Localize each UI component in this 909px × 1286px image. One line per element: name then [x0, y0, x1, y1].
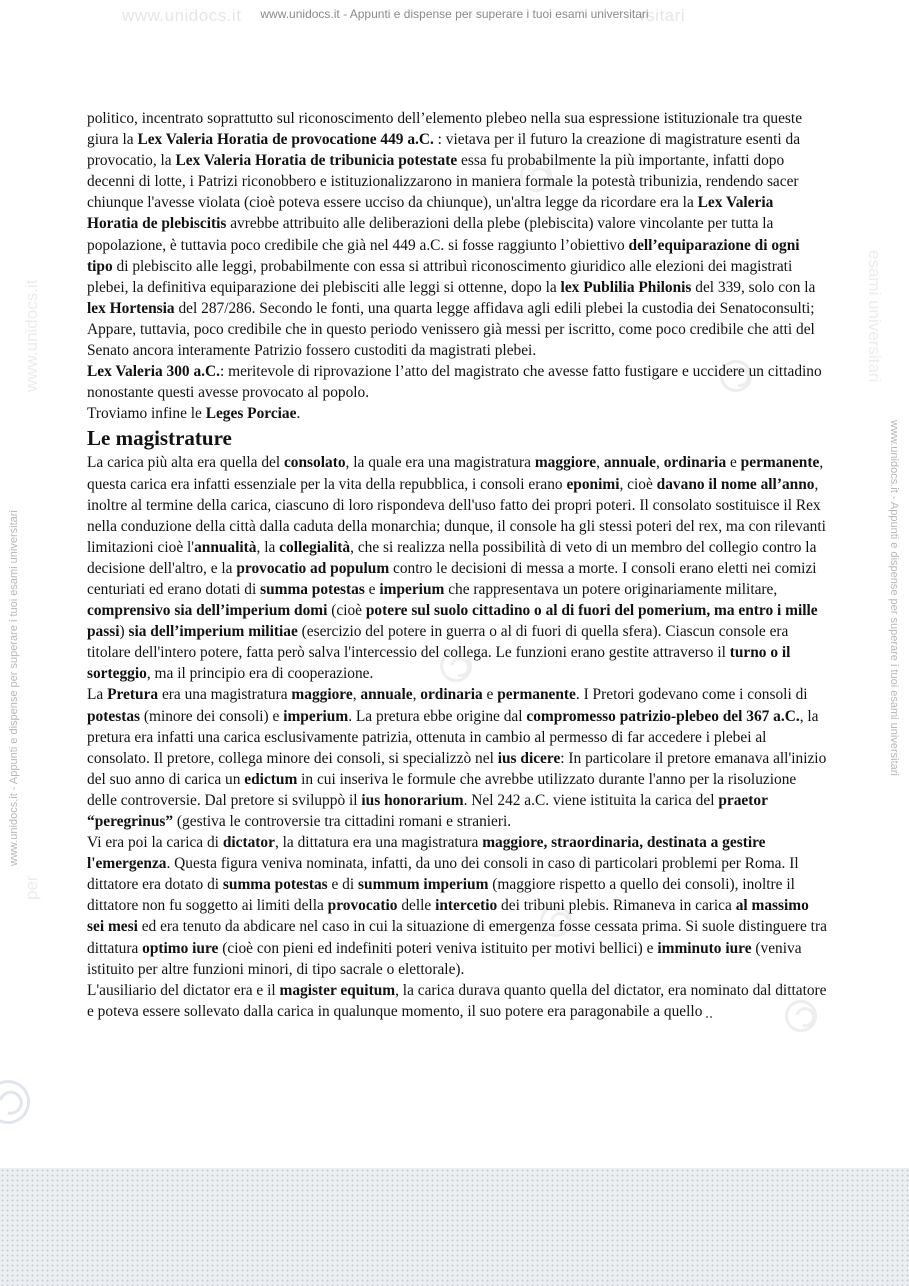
watermark-ghost-side: www.unidocs.it — [22, 279, 41, 392]
watermark-banner — [0, 2, 909, 24]
paragraph-leges-porciae: Troviamo infine le Leges Porciae. — [87, 405, 301, 423]
watermark-ghost-side: per — [22, 875, 41, 900]
paragraph-magister-equitum: L'ausiliario del dictator era e il magister equitum, la carica durava quanto quella del dictator, era nominato dal dittatore e poteva essere sollevato dalla carica in qualunque momento, il suo potere era paragonabile a quello — [87, 981, 827, 1020]
watermark-top-text: www.unidocs.it - Appunti e dispense per superare i tuoi esami universitari — [260, 7, 649, 21]
document-body — [87, 108, 827, 1022]
watermark-ghost-side: esami universitari — [865, 250, 884, 383]
truncation-mark — [706, 1006, 712, 1018]
paragraph-lex-valeria: Lex Valeria 300 a.C.: meritevole di riprovazione l’atto del magistrato che avesse fatto fustigare e uccidere un cittadino nonostante questi avesse provocato al popolo. — [87, 363, 822, 402]
paragraph-pretura: La Pretura era una magistratura maggiore, annuale, ordinaria e permanente. I Pretori godevano come i consoli di potestas (minore dei consoli) e imperium. La pretura ebbe origine dal compromesso patrizio-plebeo del 367 a.C., la pretura era infatti una carica esclusivamente patrizia, ottenuta in cambio al permesso di far accedere i plebei al consolato. Il pretore, collega minore dei consoli, si specializzò nel ius dicere: In particolare il pretore emanava all'inizio del suo anno di carica un edictum in cui inseriva le formule che avrebbe utilizzato durante l'anno per la risoluzione delle controversie. Dal pretore si sviluppò il ius honorarium. Nel 242 a.C. viene istituita la carica del praetor “peregrinus” (gestiva le controversie tra cittadini romani e stranieri. — [87, 686, 827, 830]
preview-cutoff-pattern — [0, 1168, 909, 1286]
watermark-logo-icon — [0, 1072, 38, 1132]
watermark-ghost-right: rsitari — [640, 6, 686, 25]
watermark-right-margin: www.unidocs.it - Appunti e dispense per superare i tuoi esami universitari — [888, 420, 900, 776]
paragraph-laws: politico, incentrato soprattutto sul riconoscimento dell’elemento plebeo nella sua espressione istituzionale tra queste giura la Lex Valeria Horatia de provocatione 449 a.C. : vietava per il futuro la creazione di magistrature esenti da provocatio, la Lex Valeria Horatia de tribunicia potestate essa fu probabilmente la più importante, infatti dopo decenni di lotte, i Patrizi riconobbero e istituzionalizzarono in maniera formale la potestà tribunizia, rendendo sacer chiunque l'avesse violata (cioè poteva essere ucciso da chiunque), un'altra legge da ricordare era la Lex Valeria Horatia de plebiscitis avrebbe attribuito alle deliberazioni della plebe (plebiscita) valore vincolante per tutta la popolazione, è tuttavia poco credibile che già nel 449 a.C. si fosse raggiunto l’obiettivo dell’equiparazione di ogni tipo di plebiscito alle leggi, probabilmente con essa si attribuì riconoscimento giuridico alle elezioni dei magistrati plebei, la definitiva equiparazione dei plebisciti alle leggi si ottenne, dopo la lex Publilia Philonis del 339, solo con la lex Hortensia del 287/286. Secondo le fonti, una quarta legge affidava agli edili plebei la custodia dei Senatoconsulti; Appare, tuttavia, poco credibile che in questo periodo venissero già messi per iscritto, come poco credibile che atti del Senato ancora interamente Patrizio fossero custoditi da magistrati plebei. — [87, 110, 816, 360]
paragraph-dictator: Vi era poi la carica di dictator, la dittatura era una magistratura maggiore, straordinaria, destinata a gestire l'emergenza. Questa figura veniva nominata, infatti, da uno dei consoli in caso di particolari problemi per Roma. Il dittatore era dotato di summa potestas e di summum imperium (maggiore rispetto a quello dei consoli), inoltre il dittatore non fu soggetto ai limiti della provocatio delle intercetio dei tribuni plebis. Rimaneva in carica al massimo sei mesi ed era tenuto da abdicare nel caso in cui la situazione di emergenza fosse cessata prima. Si suole distinguere tra dittatura optimo iure (cioè con pieni ed indefiniti poteri veniva istituito per motivi bellici) e imminuto iure (veniva istituito per altre funzioni minori, di tipo sacrale o elettorale). — [87, 834, 827, 978]
section-heading: Le magistrature — [87, 426, 232, 451]
watermark-left-margin: www.unidocs.it - Appunti e dispense per superare i tuoi esami universitari — [8, 510, 20, 866]
paragraph-consolato: La carica più alta era quella del consolato, la quale era una magistratura maggiore, annuale, ordinaria e permanente, questa carica era infatti essenziale per la vita della repubblica, i consoli erano eponimi, cioè davano il nome all’anno, inoltre al termine della carica, ciascuno di loro rispondeva dell'uso fatto dei propri poteri. Il consolato sostituisce il Rex nella conduzione della città dalla caduta della monarchia; dunque, il console ha gli stessi poteri del rex, ma con rilevanti limitazioni cioè l'annualità, la collegialità, che si realizza nella possibilità di veto di un membro del collegio contro la decisione dell'altro, e la provocatio ad populum contro le decisioni di messa a morte. I consoli erano eletti nei comizi centuriati ed erano dotati di summa potestas e imperium che rappresentava un potere originariamente militare, comprensivo sia dell’imperium domi (cioè potere sul suolo cittadino o al di fuori del pomerium, ma entro i mille passi) sia dell’imperium militiae (esercizio del potere in guerra o al di fuori di quella sfera). Ciascun console era titolare dell'intero potere, fatta però salva l'intercessio del collega. Le funzioni erano gestite attraverso il turno o il sorteggio, ma il principio era di cooperazione. — [87, 454, 826, 683]
watermark-ghost-left: www.unidocs.it — [122, 6, 242, 25]
